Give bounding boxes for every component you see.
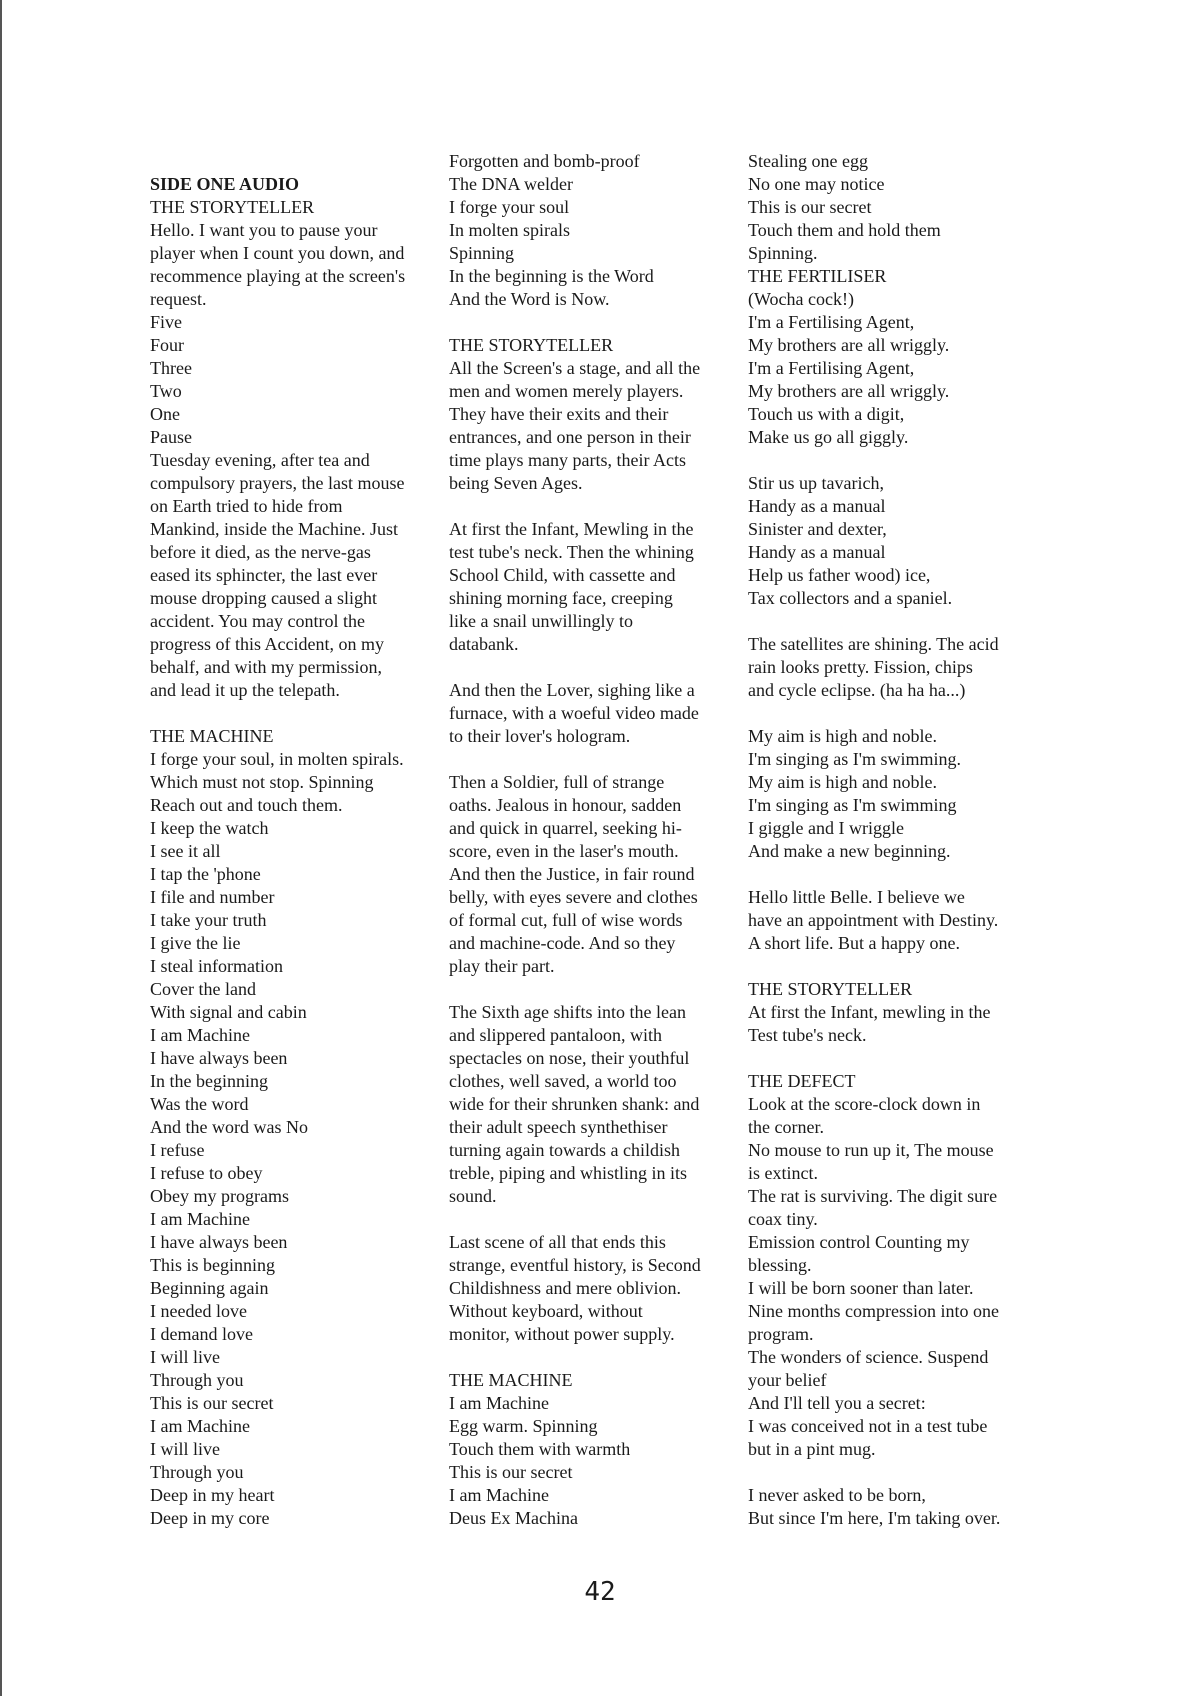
stanza-gap <box>748 863 1038 886</box>
text-line: Childishness and mere oblivion. <box>449 1278 681 1298</box>
text-line: recommence playing at the screen's <box>150 266 406 286</box>
text-line: Reach out and touch them. <box>150 795 343 815</box>
text-line: Make us go all giggly. <box>748 427 909 447</box>
text-line: And the word was No <box>150 1117 308 1137</box>
text-line: I'm a Fertilising Agent, <box>748 358 915 378</box>
text-line: I am Machine <box>449 1393 549 1413</box>
text-line: and lead it up the telepath. <box>150 680 340 700</box>
text-line: And the Word is Now. <box>449 289 610 309</box>
text-line: I am Machine <box>150 1025 250 1045</box>
text-line: play their part. <box>449 956 555 976</box>
text-line: like a snail unwillingly to <box>449 611 633 631</box>
text-line: Three <box>150 358 192 378</box>
text-line: My brothers are all wriggly. <box>748 381 950 401</box>
text-line: THE STORYTELLER <box>748 979 913 999</box>
text-line: clothes, well saved, a world too <box>449 1071 677 1091</box>
text-line: And then the Justice, in fair round <box>449 864 695 884</box>
text-line: I am Machine <box>150 1209 250 1229</box>
text-line: Egg warm. Spinning <box>449 1416 598 1436</box>
text-line: I'm a Fertilising Agent, <box>748 312 915 332</box>
text-line: THE STORYTELLER <box>449 335 614 355</box>
text-line: on Earth tried to hide from <box>150 496 343 516</box>
text-line: The wonders of science. Suspend <box>748 1347 989 1367</box>
text-line: spectacles on nose, their youthful <box>449 1048 690 1068</box>
text-line: And I'll tell you a secret: <box>748 1393 926 1413</box>
text-line: Tuesday evening, after tea and <box>150 450 370 470</box>
text-line: entrances, and one person in their <box>449 427 691 447</box>
text-line: In the beginning is the Word <box>449 266 654 286</box>
text-line: to their lover's hologram. <box>449 726 631 746</box>
text-line: A short life. But a happy one. <box>748 933 960 953</box>
text-line: rain looks pretty. Fission, chips <box>748 657 973 677</box>
text-line: THE MACHINE <box>150 726 274 746</box>
text-line: progress of this Accident, on my <box>150 634 384 654</box>
text-line: I am Machine <box>150 1416 250 1436</box>
text-line: This is beginning <box>150 1255 275 1275</box>
text-line: Handy as a manual <box>748 542 886 562</box>
stanza-gap <box>150 702 440 725</box>
text-line: and machine-code. And so they <box>449 933 676 953</box>
text-line: I tap the 'phone <box>150 864 261 884</box>
text-line: I'm singing as I'm swimming. <box>748 749 961 769</box>
text-line: Five <box>150 312 183 332</box>
text-line: I demand love <box>150 1324 253 1344</box>
text-line: Tax collectors and a spaniel. <box>748 588 953 608</box>
text-line: Sinister and dexter, <box>748 519 887 539</box>
text-line: Mankind, inside the Machine. Just <box>150 519 398 539</box>
text-line: I needed love <box>150 1301 247 1321</box>
text-line: men and women merely players. <box>449 381 684 401</box>
text-line: I refuse <box>150 1140 205 1160</box>
text-line: Look at the score-clock down in <box>748 1094 981 1114</box>
text-line: THE MACHINE <box>449 1370 573 1390</box>
text-line: Was the word <box>150 1094 249 1114</box>
text-line: I will be born sooner than later. <box>748 1278 974 1298</box>
text-line: Nine months compression into one <box>748 1301 999 1321</box>
text-line: All the Screen's a stage, and all the <box>449 358 701 378</box>
text-line: accident. You may control the <box>150 611 365 631</box>
stanza-gap <box>449 656 739 679</box>
text-line: I forge your soul <box>449 197 570 217</box>
text-line: Spinning <box>449 243 515 263</box>
text-line: The DNA welder <box>449 174 573 194</box>
text-blocks <box>748 150 1038 1530</box>
column-1 <box>150 173 440 1530</box>
text-line: Four <box>150 335 185 355</box>
text-line: Handy as a manual <box>748 496 886 516</box>
text-line: player when I count you down, and <box>150 243 405 263</box>
text-line: Which must not stop. Spinning <box>150 772 374 792</box>
text-line: program. <box>748 1324 814 1344</box>
stanza-gap <box>748 702 1038 725</box>
text-line: But since I'm here, I'm taking over. <box>748 1508 1001 1528</box>
text-line: Without keyboard, without <box>449 1301 643 1321</box>
text-line: request. <box>150 289 207 309</box>
text-line: being Seven Ages. <box>449 473 583 493</box>
text-line: I see it all <box>150 841 221 861</box>
text-line: Forgotten and bomb-proof <box>449 151 640 171</box>
text-line: Deep in my heart <box>150 1485 275 1505</box>
text-line: of formal cut, full of wise words <box>449 910 683 930</box>
text-line: Help us father wood) ice, <box>748 565 931 585</box>
text-line: Two <box>150 381 182 401</box>
text-line: In molten spirals <box>449 220 570 240</box>
text-line: The satellites are shining. The acid <box>748 634 999 654</box>
text-line: I refuse to obey <box>150 1163 263 1183</box>
text-line: and quick in quarrel, seeking hi- <box>449 818 682 838</box>
text-line: belly, with eyes severe and clothes <box>449 887 698 907</box>
text-line: I never asked to be born, <box>748 1485 926 1505</box>
column-2 <box>449 150 739 1530</box>
text-line: Beginning again <box>150 1278 269 1298</box>
text-line: Obey my programs <box>150 1186 289 1206</box>
stanza-gap <box>449 978 739 1001</box>
text-line: This is our secret <box>748 197 872 217</box>
text-line: and slippered pantaloon, with <box>449 1025 662 1045</box>
text-line: coax tiny. <box>748 1209 818 1229</box>
text-line: your belief <box>748 1370 827 1390</box>
text-line: mouse dropping caused a slight <box>150 588 377 608</box>
text-line: databank. <box>449 634 519 654</box>
text-line: I will live <box>150 1347 220 1367</box>
stanza-gap <box>748 449 1038 472</box>
text-blocks <box>449 150 739 1530</box>
text-line: Hello. I want you to pause your <box>150 220 378 240</box>
text-line: Through you <box>150 1370 244 1390</box>
text-line: I will live <box>150 1439 220 1459</box>
text-line: compulsory prayers, the last mouse <box>150 473 405 493</box>
text-line: I was conceived not in a test tube <box>748 1416 988 1436</box>
text-line: but in a pint mug. <box>748 1439 876 1459</box>
text-line: strange, eventful history, is Second <box>449 1255 701 1275</box>
text-line: In the beginning <box>150 1071 268 1091</box>
text-line: I am Machine <box>449 1485 549 1505</box>
text-line: Touch them with warmth <box>449 1439 631 1459</box>
text-line: I forge your soul, in molten spirals. <box>150 749 404 769</box>
stanza-gap <box>748 1047 1038 1070</box>
text-line: Then a Soldier, full of strange <box>449 772 665 792</box>
text-line: I give the lie <box>150 933 241 953</box>
text-line: No mouse to run up it, The mouse <box>748 1140 994 1160</box>
text-line: I have always been <box>150 1048 288 1068</box>
text-line: Through you <box>150 1462 244 1482</box>
text-line: THE FERTILISER <box>748 266 887 286</box>
text-line: Touch them and hold them <box>748 220 941 240</box>
text-line: The Sixth age shifts into the lean <box>449 1002 686 1022</box>
stanza-gap <box>449 311 739 334</box>
text-line: And make a new beginning. <box>748 841 951 861</box>
text-line: furnace, with a woeful video made <box>449 703 699 723</box>
section-heading: SIDE ONE AUDIO <box>150 174 300 194</box>
stanza-gap <box>748 955 1038 978</box>
text-line: time plays many parts, their Acts <box>449 450 686 470</box>
text-line: sound. <box>449 1186 497 1206</box>
text-line: I giggle and I wriggle <box>748 818 904 838</box>
text-line: have an appointment with Destiny. <box>748 910 999 930</box>
text-line: oaths. Jealous in honour, sadden <box>449 795 682 815</box>
page-edge-rule <box>0 0 2 1696</box>
text-line: score, even in the laser's mouth. <box>449 841 679 861</box>
text-line: I'm singing as I'm swimming <box>748 795 957 815</box>
text-line: Touch us with a digit, <box>748 404 905 424</box>
stanza-gap <box>449 748 739 771</box>
stanza-gap <box>748 1461 1038 1484</box>
text-line: monitor, without power supply. <box>449 1324 675 1344</box>
text-blocks <box>150 196 440 1530</box>
text-line: their adult speech synthethiser <box>449 1117 668 1137</box>
text-line: And then the Lover, sighing like a <box>449 680 695 700</box>
text-line: I keep the watch <box>150 818 269 838</box>
text-line: Stealing one egg <box>748 151 868 171</box>
stanza-gap <box>748 610 1038 633</box>
text-line: Last scene of all that ends this <box>449 1232 666 1252</box>
text-line: turning again towards a childish <box>449 1140 680 1160</box>
text-line: I have always been <box>150 1232 288 1252</box>
text-line: At first the Infant, mewling in the <box>748 1002 991 1022</box>
stanza-gap <box>449 1346 739 1369</box>
text-line: THE STORYTELLER <box>150 197 315 217</box>
text-line: At first the Infant, Mewling in the <box>449 519 694 539</box>
stanza-gap <box>449 495 739 518</box>
text-line: With signal and cabin <box>150 1002 307 1022</box>
text-line: Cover the land <box>150 979 256 999</box>
text-line: I take your truth <box>150 910 267 930</box>
text-line: Spinning. <box>748 243 818 263</box>
text-line: This is our secret <box>150 1393 274 1413</box>
column-3 <box>748 150 1038 1530</box>
text-line: blessing. <box>748 1255 812 1275</box>
text-line: School Child, with cassette and <box>449 565 676 585</box>
text-line: THE DEFECT <box>748 1071 856 1091</box>
text-line: Stir us up tavarich, <box>748 473 884 493</box>
text-line: Pause <box>150 427 192 447</box>
text-line: eased its sphincter, the last ever <box>150 565 378 585</box>
text-line: This is our secret <box>449 1462 573 1482</box>
text-line: Hello little Belle. I believe we <box>748 887 965 907</box>
text-line: is extinct. <box>748 1163 818 1183</box>
text-line: treble, piping and whistling in its <box>449 1163 687 1183</box>
text-line: No one may notice <box>748 174 885 194</box>
text-line: My brothers are all wriggly. <box>748 335 950 355</box>
text-line: (Wocha cock!) <box>748 289 854 309</box>
text-line: shining morning face, creeping <box>449 588 673 608</box>
stanza-gap <box>449 1208 739 1231</box>
text-line: Deep in my core <box>150 1508 270 1528</box>
text-line: My aim is high and noble. <box>748 726 937 746</box>
text-line: wide for their shrunken shank: and <box>449 1094 700 1114</box>
page-number: 42 <box>584 1577 616 1607</box>
text-line: the corner. <box>748 1117 824 1137</box>
text-line: I steal information <box>150 956 283 976</box>
text-line: and cycle eclipse. (ha ha ha...) <box>748 680 966 700</box>
text-line: My aim is high and noble. <box>748 772 937 792</box>
text-line: before it died, as the nerve-gas <box>150 542 371 562</box>
text-line: Test tube's neck. <box>748 1025 867 1045</box>
text-line: I file and number <box>150 887 275 907</box>
text-line: The rat is surviving. The digit sure <box>748 1186 998 1206</box>
text-line: Deus Ex Machina <box>449 1508 578 1528</box>
text-line: behalf, and with my permission, <box>150 657 382 677</box>
text-line: Emission control Counting my <box>748 1232 970 1252</box>
text-line: They have their exits and their <box>449 404 669 424</box>
text-line: test tube's neck. Then the whining <box>449 542 694 562</box>
text-line: One <box>150 404 180 424</box>
